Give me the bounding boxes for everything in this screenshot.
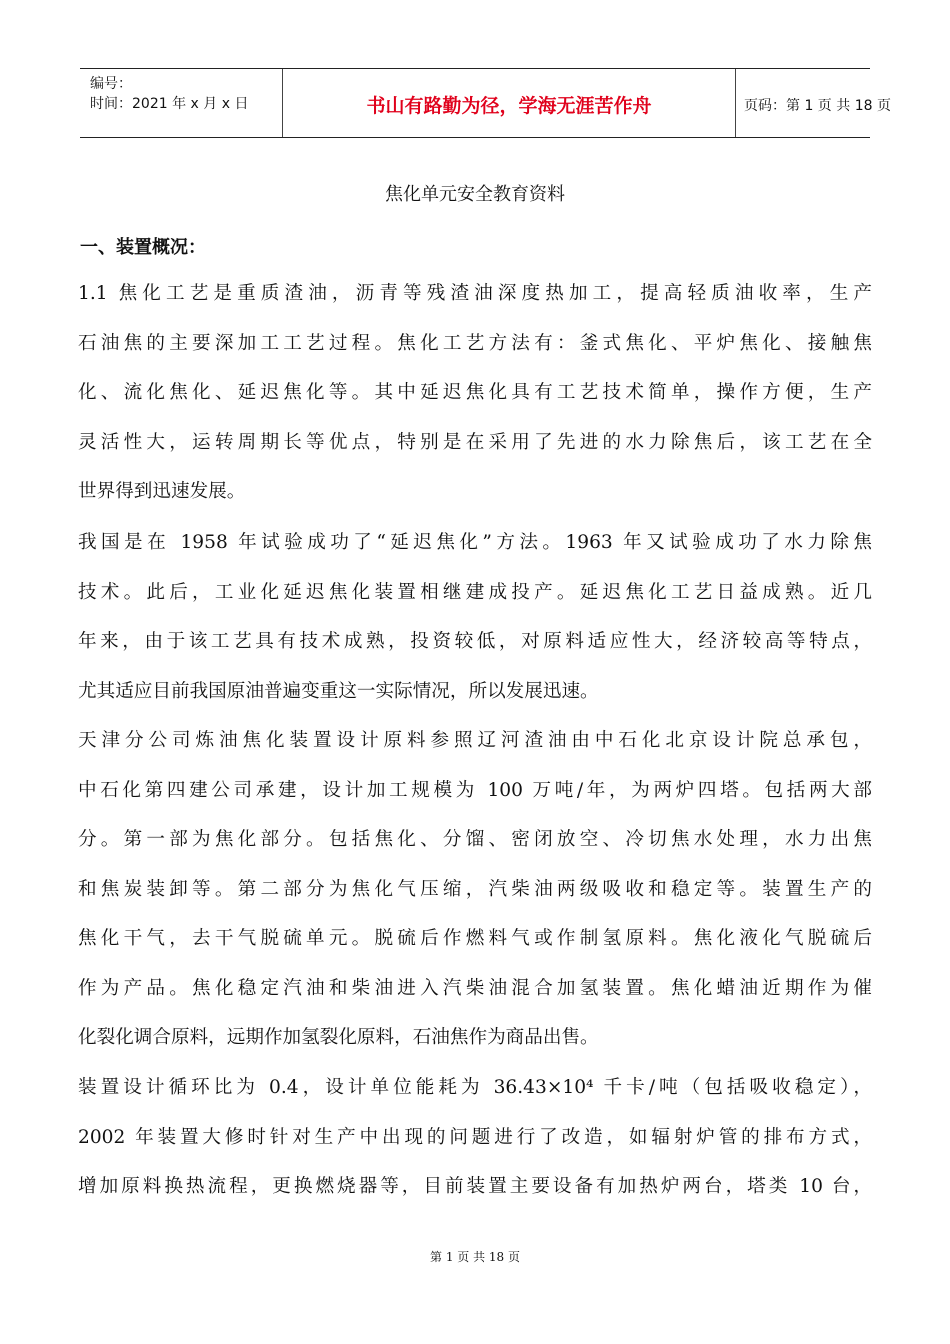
page-footer: 第 1 页 共 18 页 [430, 1250, 520, 1264]
paragraph-line: 装置设计循环比为 0.4，设计单位能耗为 36.43×10⁴ 千卡/吨（包括吸收稳定）， [78, 1077, 872, 1098]
paragraph-line: 增加原料换热流程，更换燃烧器等，目前装置主要设备有加热炉两台，塔类 10 台， [78, 1176, 872, 1197]
paragraph-line: 年来，由于该工艺具有技术成熟，投资较低，对原料适应性大，经济较高等特点， [78, 631, 872, 652]
paragraph-line: 石油焦的主要深加工工艺过程。焦化工艺方法有：釜式焦化、平炉焦化、接触焦 [78, 332, 872, 354]
paragraph-line: 分。第一部为焦化部分。包括焦化、分馏、密闭放空、冷切焦水处理，水力出焦 [78, 829, 872, 850]
header-motto: 书山有路勤为径，学海无涯苦作舟 [366, 95, 652, 117]
paragraph-line: 技术。此后，工业化延迟焦化装置相继建成投产。延迟焦化工艺日益成熟。近几 [78, 581, 872, 603]
paragraph-2 [78, 518, 872, 716]
document-number-label: 编号： [90, 76, 132, 92]
paragraph-line: 化、流化焦化、延迟焦化等。其中延迟焦化具有工艺技术简单，操作方便，生产 [78, 382, 872, 403]
paragraph-line: 世界得到迅速发展。 [78, 481, 246, 502]
section-heading: 一、装置概况： [80, 237, 206, 258]
paragraph-line: 灵活性大，运转周期长等优点，特别是在采用了先进的水力除焦后，该工艺在全 [78, 431, 872, 453]
paragraph-line: 和焦炭装卸等。第二部分为焦化气压缩，汽柴油两级吸收和稳定等。装置生产的 [78, 878, 872, 900]
document-title: 焦化单元安全教育资料 [385, 184, 565, 205]
header-page-info: 页码：第 1 页 共 18 页 [744, 98, 891, 114]
header-center-cell [282, 69, 736, 137]
paragraph-line: 中石化第四建公司承建，设计加工规模为 100 万吨/年，为两炉四塔。包括两大部 [78, 779, 872, 801]
paragraph-line: 尤其适应目前我国原油普遍变重这一实际情况，所以发展迅速。 [78, 680, 599, 702]
paragraph-line: 焦化干气，去干气脱硫单元。脱硫后作燃料气或作制氢原料。焦化液化气脱硫后 [78, 928, 872, 949]
paragraph-3 [78, 716, 872, 1063]
paragraph-line: 作为产品。焦化稳定汽油和柴油进入汽柴油混合加氢装置。焦化蜡油近期作为催 [78, 977, 872, 999]
paragraph-line: 我国是在 1958 年试验成功了“延迟焦化”方法。1963 年又试验成功了水力除焦 [78, 532, 872, 553]
paragraph-4 [78, 1063, 872, 1212]
header-right-cell [734, 69, 891, 137]
document-time-label: 时间：2021 年 x 月 x 日 [90, 96, 249, 112]
paragraph-line: 天津分公司炼油焦化装置设计原料参照辽河渣油由中石化北京设计院总承包， [78, 730, 872, 751]
document-header-table [80, 68, 891, 138]
paragraph-line: 1.1 焦化工艺是重质渣油，沥青等残渣油深度热加工，提高轻质油收率，生产 [78, 283, 872, 304]
paragraph-line: 2002 年装置大修时针对生产中出现的问题进行了改造，如辐射炉管的排布方式， [78, 1126, 872, 1148]
paragraph-line: 化裂化调合原料，远期作加氢裂化原料，石油焦作为商品出售。 [78, 1027, 599, 1048]
paragraph-1 [78, 269, 872, 517]
header-left-cell [80, 69, 282, 137]
